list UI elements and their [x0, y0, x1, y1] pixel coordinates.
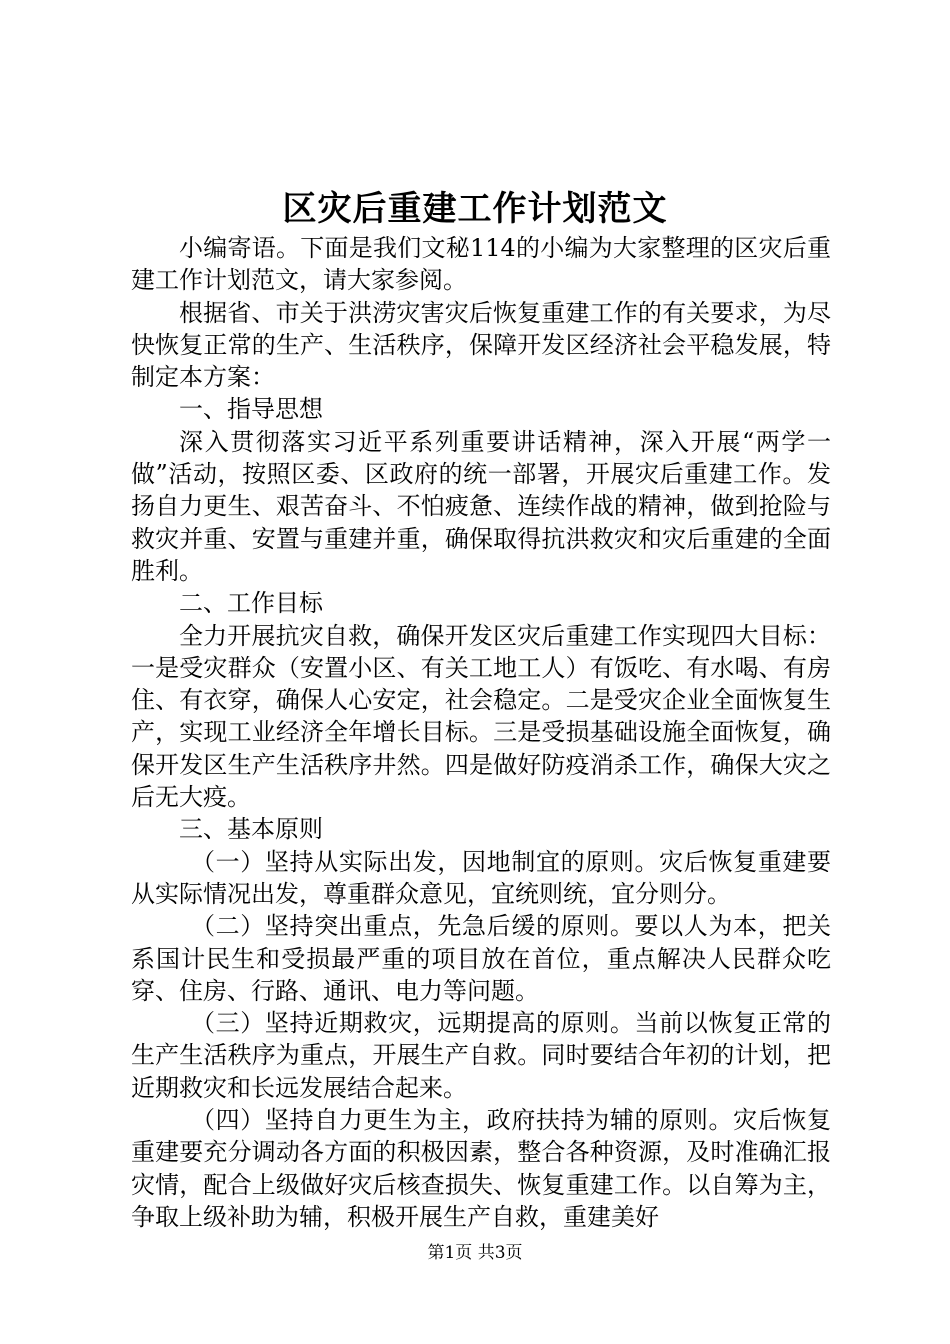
- principle-item-3: （三）坚持近期救灾，远期提高的原则。当前以恢复正常的生产生活秩序为重点，开展生产自救。同时要结合年初的计划，把近期救灾和长远发展结合起来。: [131, 1009, 831, 1102]
- paragraph-purpose: 根据省、市关于洪涝灾害灾后恢复重建工作的有关要求，为尽快恢复正常的生产、生活秩序，保障开发区经济社会平稳发展，特制定本方案：: [131, 298, 831, 392]
- principle-item-1: （一）坚持从实际出发，因地制宜的原则。灾后恢复重建要从实际情况出发，尊重群众意见，宜统则统，宜分则分。: [131, 847, 831, 908]
- principle-item-4: （四）坚持自力更生为主，政府扶持为辅的原则。灾后恢复重建要充分调动各方面的积极因素，整合各种资源，及时准确汇报灾情，配合上级做好灾后核查损失、恢复重建工作。以自筹为主，争取上级补助为辅，积极开展生产自救，重建美好: [131, 1106, 831, 1231]
- document-body: [131, 232, 831, 1233]
- page-number-footer: 第1页 共3页: [427, 1243, 523, 1263]
- paragraph-guiding-ideology: 深入贯彻落实习近平系列重要讲话精神，深入开展“两学一做”活动，按照区委、区政府的统一部署，开展灾后重建工作。发扬自力更生、艰苦奋斗、不怕疲惫、连续作战的精神，做到抢险与救灾并重、安置与重建并重，确保取得抗洪救灾和灾后重建的全面胜利。: [131, 427, 831, 585]
- paragraph-intro: 小编寄语。下面是我们文秘114的小编为大家整理的区灾后重建工作计划范文，请大家参阅。: [131, 234, 831, 295]
- principle-item-2: （二）坚持突出重点，先急后缓的原则。要以人为本，把关系国计民生和受损最严重的项目放在首位，重点解决人民群众吃穿、住房、行路、通讯、电力等问题。: [131, 912, 831, 1005]
- section-heading-work-goals: 二、工作目标: [179, 589, 323, 618]
- section-heading-basic-principles: 三、基本原则: [179, 815, 323, 844]
- paragraph-work-goals: 全力开展抗灾自救，确保开发区灾后重建工作实现四大目标：一是受灾群众（安置小区、有关工地工人）有饭吃、有水喝、有房住、有衣穿，确保人心安定，社会稳定。二是受灾企业全面恢复生产，实现工业经济全年增长目标。三是受损基础设施全面恢复，确保开发区生产生活秩序井然。四是做好防疫消杀工作，确保大灾之后无大疫。: [131, 621, 831, 812]
- document-title: 区灾后重建工作计划范文: [282, 189, 668, 229]
- section-heading-guiding-ideology: 一、指导思想: [179, 395, 323, 424]
